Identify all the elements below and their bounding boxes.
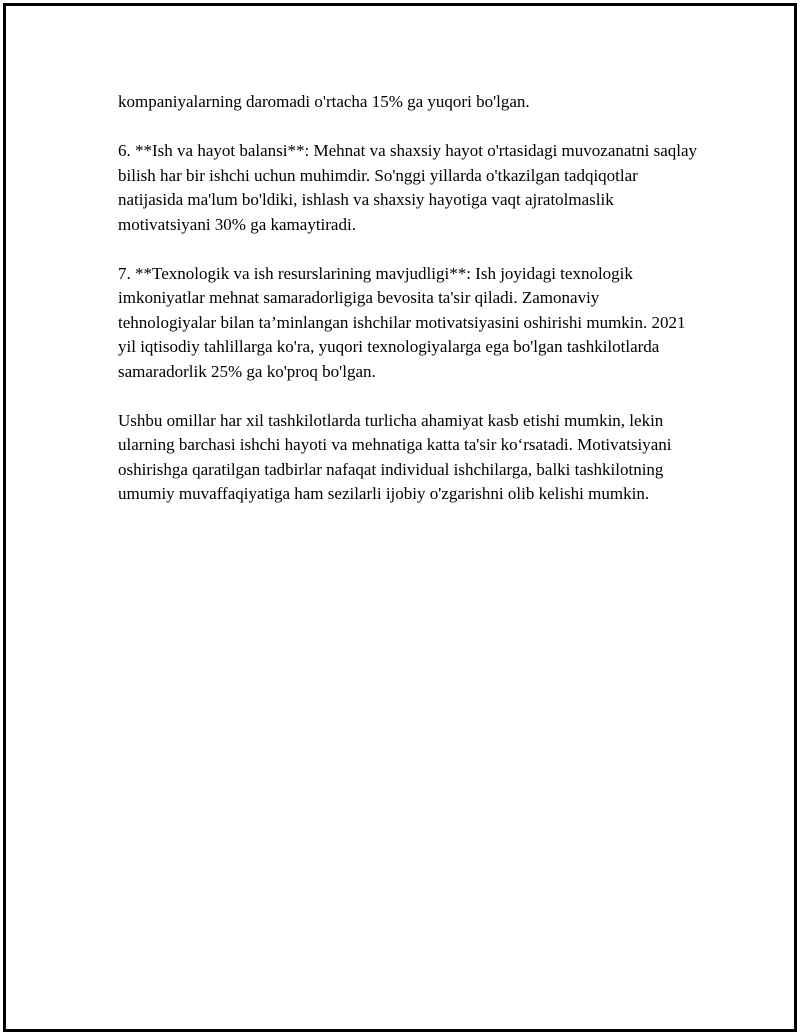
paragraph-conclusion: Ushbu omillar har xil tashkilotlarda turlicha ahamiyat kasb etishi mumkin, lekin ularning barchasi ishchi hayoti va mehnatiga katta ta'sir ko‘rsatadi. Motivatsiyani oshirishga qaratilgan tadbirlar nafaqat individual ishchilarga, balki tashkilotning umumiy muvaffaqiyatiga ham sezilarli ijobiy o'zgarishni olib kelishi mumkin. — [118, 410, 672, 503]
document-body — [118, 90, 698, 531]
paragraph-technology-resources: 7. **Texnologik va ish resurslarining mavjudligi**: Ish joyidagi texnologik imkoniyatlar mehnat samaradorligiga bevosita ta'sir qiladi. Zamonaviy tehnologiyalar bilan ta’minlangan ishchilar motivatsiyasini oshirishi mumkin. 2021 yil iqtisodiy tahlillarga ko'ra, yuqori texnologiyalarga ega bo'lgan tashkilotlarda samaradorlik 25% ga ko'proq bo'lgan. — [118, 263, 686, 381]
paragraph-work-life-balance: 6. **Ish va hayot balansi**: Mehnat va shaxsiy hayot o'rtasidagi muvozanatni saqlay bilish har bir ishchi uchun muhimdir. So'nggi yillarda o'tkazilgan tadqiqotlar natijasida ma'lum bo'ldiki, ishlash va shaxsiy hayotiga vaqt ajratolmaslik motivatsiyani 30% ga kamaytiradi. — [118, 141, 698, 234]
paragraph-revenue-continuation: kompaniyalarning daromadi o'rtacha 15% ga yuqori bo'lgan. — [118, 92, 530, 111]
